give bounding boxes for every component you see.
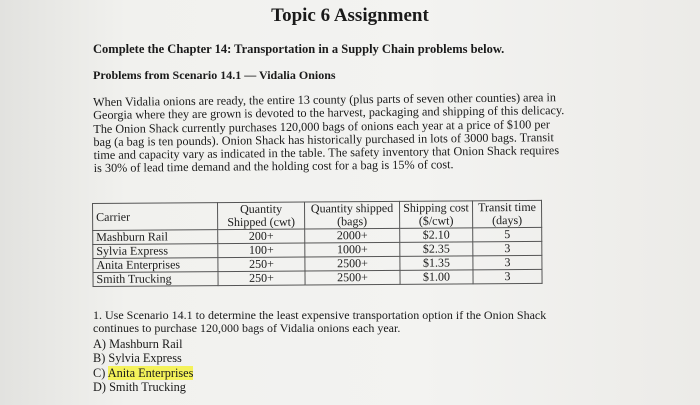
page-title: Topic 6 Assignment bbox=[271, 5, 429, 26]
header-transit-time: Transit time (days) bbox=[472, 200, 541, 227]
quantity-bags: 1000+ bbox=[305, 242, 400, 257]
carrier-name: Sylvia Express bbox=[93, 244, 218, 259]
scenario-paragraph bbox=[93, 91, 606, 176]
carrier-name: Anita Enterprises bbox=[93, 258, 218, 273]
transit-time: 3 bbox=[473, 241, 542, 255]
quantity-cwt: 250+ bbox=[218, 271, 305, 286]
paragraph-line: The Onion Shack currently purchases 120,000 bags of onions each year at a price of $100 per bbox=[93, 116, 550, 136]
question-text bbox=[93, 309, 613, 335]
quantity-cwt: 100+ bbox=[218, 243, 305, 258]
answer-options bbox=[93, 337, 193, 394]
header-quantity-bags: Quantity shipped (bags) bbox=[304, 201, 399, 229]
shipping-cost: $2.10 bbox=[400, 228, 473, 243]
option-d: D) Smith Trucking bbox=[93, 379, 186, 394]
quantity-bags: 2500+ bbox=[305, 256, 400, 271]
paragraph-line: is 30% of lead time demand and the holding cost for a bag is 15% of cost. bbox=[93, 157, 454, 176]
shipping-cost: $1.00 bbox=[400, 270, 473, 285]
header-carrier: Carrier bbox=[93, 203, 218, 231]
transit-time: 3 bbox=[473, 255, 542, 269]
quantity-cwt: 250+ bbox=[218, 257, 305, 272]
paragraph-line: Georgia where they are grown is devoted to the harvest, packaging and shipping of this delicacy. bbox=[93, 103, 565, 123]
shipping-cost: $1.35 bbox=[400, 256, 473, 271]
transit-time: 5 bbox=[473, 227, 542, 241]
paragraph-line: When Vidalia onions are ready, the entire 13 county (plus parts of seven other counties) area in bbox=[92, 90, 557, 109]
quantity-bags: 2000+ bbox=[305, 228, 400, 243]
carrier-name: Smith Trucking bbox=[93, 272, 218, 287]
carrier-table bbox=[92, 200, 543, 287]
option-c: C) Anita Enterprises bbox=[93, 365, 194, 380]
paragraph-line: bag (a bag is ten pounds). Onion Shack has historically purchased in lots of 3000 bags. Transit bbox=[93, 130, 554, 149]
table-row bbox=[93, 269, 542, 286]
question-line: 1. Use Scenario 14.1 to determine the least expensive transportation option if the Onion Shack bbox=[93, 308, 547, 322]
header-shipping-cost: Shipping cost ($/cwt) bbox=[399, 201, 472, 229]
transit-time: 3 bbox=[473, 269, 542, 283]
paragraph-line: time and capacity vary as indicated in the table. The safety inventory that Onion Shack requires bbox=[93, 143, 560, 163]
shipping-cost: $2.35 bbox=[400, 242, 473, 257]
option-a: A) Mashburn Rail bbox=[93, 337, 183, 351]
carrier-name: Mashburn Rail bbox=[93, 230, 218, 245]
quantity-bags: 2500+ bbox=[305, 270, 400, 285]
table-header-row bbox=[93, 200, 542, 230]
quantity-cwt: 200+ bbox=[218, 229, 305, 244]
question-line: continues to purchase 120,000 bags of Vidalia onions each year. bbox=[93, 321, 401, 335]
scenario-heading: Problems from Scenario 14.1 — Vidalia Onions bbox=[93, 68, 336, 82]
highlighted-answer: Anita Enterprises bbox=[107, 365, 194, 380]
header-quantity-cwt: Quantity Shipped (cwt) bbox=[218, 202, 305, 230]
instruction-line: Complete the Chapter 14: Transportation in a Supply Chain problems below. bbox=[93, 42, 505, 56]
option-b: B) Sylvia Express bbox=[93, 351, 182, 366]
